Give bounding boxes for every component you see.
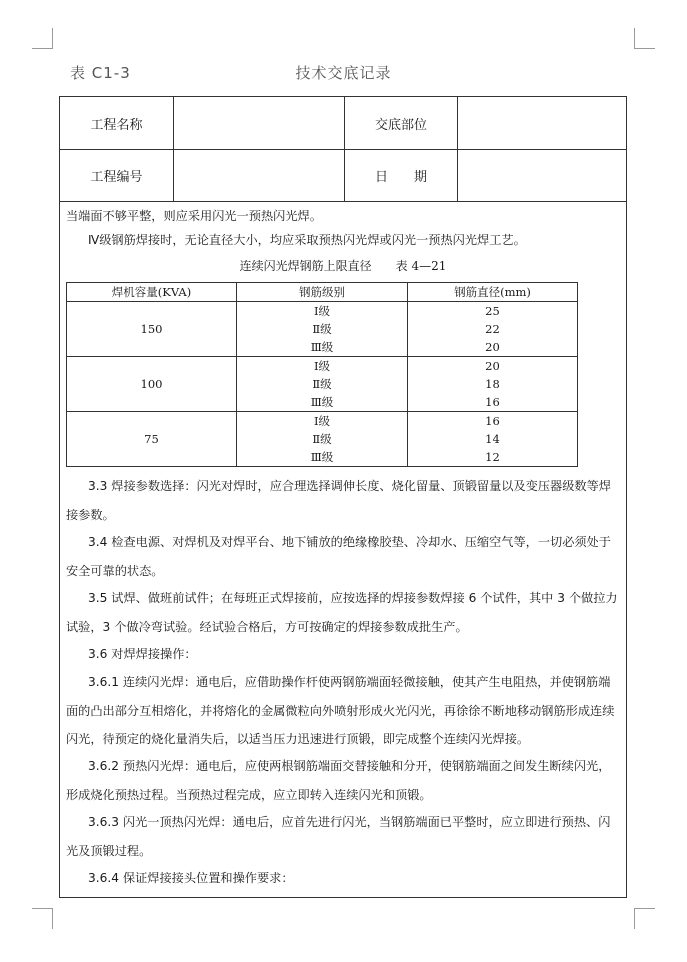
diameter-cell: 18 [408,375,578,393]
section-3-6-2: 3.6.2 预热闪光焊：通电后，应使两根钢筋端面交替接触和分开，使钢筋端面之间发生断续闪光，形成烧化预热过程。当预热过程完成，应立即转入连续闪光和顶锻。 [66,759,611,802]
paragraph: 当端面不够平整，则应采用闪光一预热闪光焊。 [66,209,322,223]
grade-cell: Ⅲ级 [237,338,408,357]
table-caption: 连续闪光焊钢筋上限直径 表 4—21 [239,259,447,273]
document-title: 技术交底记录 [295,64,392,82]
grade-cell: Ⅱ级 [237,375,408,393]
project-number-field[interactable] [174,149,345,201]
date-label: 日 期 [345,149,458,201]
column-header: 钢筋级别 [237,283,408,302]
crop-mark-bottom-right [634,908,655,929]
diameter-cell: 16 [408,393,578,412]
diameter-cell: 22 [408,320,578,338]
section-3-6-3: 3.6.3 闪光一顶热闪光焊：通电后，应首先进行闪光，当钢筋端面已平整时，应立即进行预热、闪光及顶锻过程。 [66,815,611,858]
info-row-1 [60,97,626,150]
grade-cell: Ⅲ级 [237,448,408,467]
form-number: 表 C1-3 [70,64,131,82]
grade-cell: Ⅱ级 [237,430,408,448]
project-name-label: 工程名称 [60,97,174,149]
project-number-label: 工程编号 [60,149,174,201]
date-field[interactable] [458,149,626,201]
column-header: 焊机容量(KVA) [67,283,237,302]
section-3-6-1: 3.6.1 连续闪光焊：通电后，应借助操作杆使两钢筋端面轻微接触，使其产生电阻热，并使钢筋端面的凸出部分互相熔化，并将熔化的金属微粒向外喷射形成火光闪光，再徐徐不断地移动钢筋形成连续闪光，待预定的烧化量消失后，以适当压力迅速进行顶锻，即完成整个连续闪光焊接。 [66,675,615,746]
table-row [67,302,578,321]
grade-cell: Ⅰ级 [237,302,408,321]
diameter-cell: 20 [408,338,578,357]
grade-cell: Ⅲ级 [237,393,408,412]
diameter-cell: 14 [408,430,578,448]
info-row-2 [60,149,626,202]
diameter-cell: 12 [408,448,578,467]
capacity-cell: 100 [67,357,237,412]
paragraph: Ⅳ级钢筋焊接时，无论直径大小，均应采取预热闪光焊或闪光一预热闪光焊工艺。 [88,233,526,247]
capacity-cell: 150 [67,302,237,357]
grade-cell: Ⅰ级 [237,357,408,376]
grade-cell: Ⅰ级 [237,412,408,431]
table-header-row [67,283,578,302]
location-label: 交底部位 [345,97,458,149]
table-row [67,357,578,376]
section-3-3: 3.3 焊接参数选择：闪光对焊时，应合理选择调伸长度、烧化留量、顶锻留量以及变压器级数等焊接参数。 [66,479,611,522]
column-header: 钢筋直径(mm) [408,283,578,302]
section-3-6: 3.6 对焊焊接操作： [88,647,197,661]
section-3-5: 3.5 试焊、做班前试件；在每班正式焊接前，应按选择的焊接参数焊接 6 个试件，其中 3 个做拉力试验，3 个做冷弯试验。经试验合格后，方可按确定的焊接参数成批生产。 [66,591,618,634]
welding-diameter-table [66,282,578,467]
section-3-6-4: 3.6.4 保证焊接接头位置和操作要求： [88,871,294,885]
record-frame [59,96,627,898]
table-row [67,412,578,431]
grade-cell: Ⅱ级 [237,320,408,338]
section-3-4: 3.4 检查电源、对焊机及对焊平台、地下铺放的绝缘橡胶垫、冷却水、压缩空气等，一切必须处于安全可靠的状态。 [66,535,611,578]
diameter-cell: 25 [408,302,578,321]
capacity-cell: 75 [67,412,237,467]
info-table [60,97,626,201]
diameter-cell: 20 [408,357,578,376]
crop-mark-top-right [634,28,655,49]
crop-mark-bottom-left [32,908,53,929]
project-name-field[interactable] [174,97,345,149]
location-field[interactable] [458,97,626,149]
diameter-cell: 16 [408,412,578,431]
crop-mark-top-left [32,28,53,49]
